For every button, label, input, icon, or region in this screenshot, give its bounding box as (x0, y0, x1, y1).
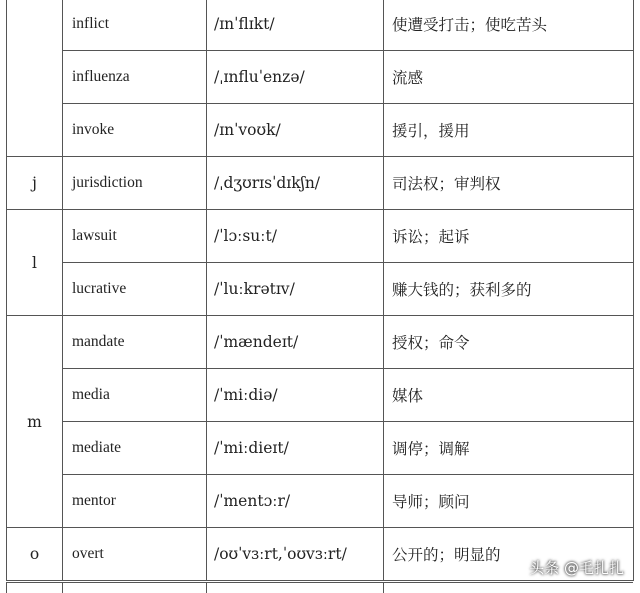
letter-cell: m (7, 316, 63, 528)
table-row (7, 104, 634, 157)
table-row (7, 475, 634, 528)
meaning-cell: 流感 (384, 51, 634, 104)
pronunciation-cell: /ˈmiːdiə/ (207, 369, 384, 422)
meaning-cell: 导师；顾问 (384, 475, 634, 528)
meaning-cell: 使遭受打击；使吃苦头 (384, 0, 634, 51)
word-cell: media (63, 369, 207, 422)
word-cell: jurisdiction (63, 157, 207, 210)
pronunciation-cell: /ˈlɔːsuːt/ (207, 210, 384, 263)
cell-divider (383, 583, 384, 593)
table-row (7, 210, 634, 263)
table-row (7, 316, 634, 369)
word-cell: lawsuit (63, 210, 207, 263)
cell-divider (6, 583, 7, 593)
vocabulary-table (6, 0, 634, 581)
word-cell: lucrative (63, 263, 207, 316)
meaning-cell: 赚大钱的；获利多的 (384, 263, 634, 316)
meaning-cell: 司法权；审判权 (384, 157, 634, 210)
word-cell: mediate (63, 422, 207, 475)
table-row (7, 0, 634, 51)
table-row (7, 51, 634, 104)
pronunciation-cell: /ˈmændeɪt/ (207, 316, 384, 369)
letter-cell: j (7, 157, 63, 210)
meaning-cell: 援引，援用 (384, 104, 634, 157)
pronunciation-cell: /oʊˈvɜːrt,ˈoʊvɜːrt/ (207, 528, 384, 581)
meaning-cell: 诉讼；起诉 (384, 210, 634, 263)
letter-cell (7, 0, 63, 157)
word-cell: invoke (63, 104, 207, 157)
watermark: 头条 @毛扎扎 (529, 559, 624, 577)
letter-cell: l (7, 210, 63, 316)
word-cell: overt (63, 528, 207, 581)
pronunciation-cell: /ˈluːkrətɪv/ (207, 263, 384, 316)
meaning-cell: 公开的；明显的 (384, 528, 634, 581)
pronunciation-cell: /ˈmiːdieɪt/ (207, 422, 384, 475)
word-cell: mentor (63, 475, 207, 528)
cell-divider (206, 583, 207, 593)
pronunciation-cell: /ˈmentɔːr/ (207, 475, 384, 528)
word-cell: inflict (63, 0, 207, 51)
letter-cell: o (7, 528, 63, 581)
word-cell: influenza (63, 51, 207, 104)
table-row (7, 157, 634, 210)
table-row (7, 422, 634, 475)
word-cell: mandate (63, 316, 207, 369)
meaning-cell: 授权；命令 (384, 316, 634, 369)
pronunciation-cell: /ɪnˈflɪkt/ (207, 0, 384, 51)
meaning-cell: 调停；调解 (384, 422, 634, 475)
pronunciation-cell: /ˌɪnfluˈenzə/ (207, 51, 384, 104)
pronunciation-cell: /ˌdʒʊrɪsˈdɪkʃn/ (207, 157, 384, 210)
meaning-cell: 媒体 (384, 369, 634, 422)
table-row (7, 263, 634, 316)
pronunciation-cell: /ɪnˈvoʊk/ (207, 104, 384, 157)
table-row (7, 369, 634, 422)
cell-divider (62, 583, 63, 593)
